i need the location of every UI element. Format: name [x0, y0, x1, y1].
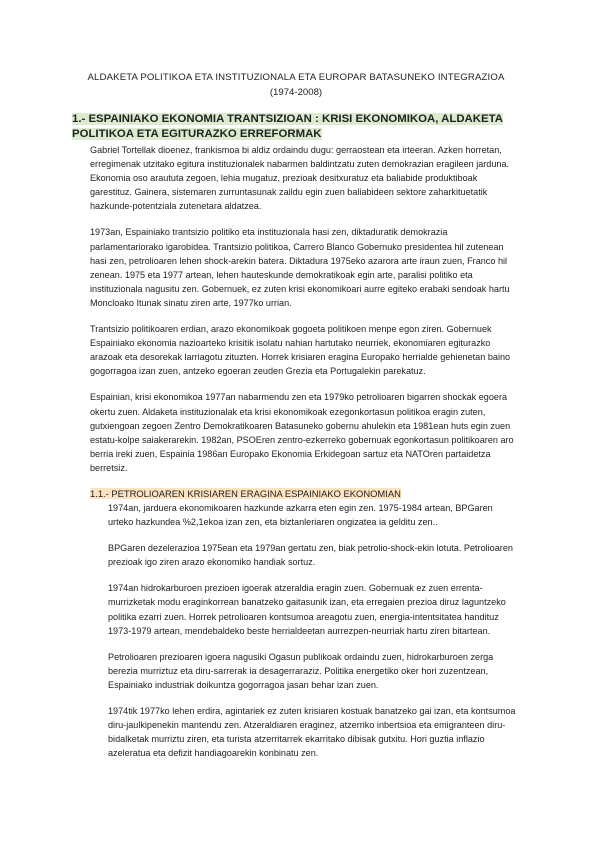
section-1-1-paragraph: BPGaren dezelerazioa 1975ean eta 1979an gertatu zen, biak petrolio-shock-ekin lotuta. Petrolioaren prezioak igo ziren arazo ekonomiko handiak sortuz. — [108, 543, 513, 568]
section-1-paragraph: Trantsizio politikoaren erdian, arazo ekonomikoak gogoeta politikoen menpe egon ziren. Gobernuek Espainiako ekonomia nazioarteko krisitik isolatu nahian hartutako neurriek, ekonomiaren egiturazko arazoak eta desorekak larriagotu zituzten. Horrek krisiaren eragina Europako herrialde gehienetan baino gogorragoa izan zuen, antzeko egoeran zeuden Grezia eta Portugalekin parekatuz. — [90, 324, 511, 377]
section-1-heading-line-1: 1.- ESPAINIAKO EKONOMIA TRANTSIZIOAN : KRISI EKONOMIKOA, ALDAKETA — [72, 113, 503, 125]
section-1-1-paragraph: Petrolioaren prezioaren igoera nagusiki Ogasun publikoak ordaindu zuen, hidrokarburoen zerga berezia murriztuz eta diru-sarrerak ia desagerraraziz. Politika energetiko oker hori zuzentzean, Espainiako industriak doikuntza gogorragoa jasan behar izan zuen. — [108, 651, 494, 690]
section-1-paragraph: 1973an, Espainiako trantsizio politiko eta instituzionala hasi zen, diktaduratik demokrazia parlamentariorako igarobidea. Trantsizio politikoa, Carrero Blanco Gobernuko presidentea hil zutenean hasi zen, petrolioaren lehen shock-arekin batera. Diktadura 1975eko azarora arte iraun zuen, Franco hil zenean. 1975 eta 1977 artean, lehen hauteskunde demokratikoak egin arte, paralisi politiko eta instituzionala nagusitu zen. Gobernuek, ez zuten krisi ekonomikoari aurre egiteko erabaki sendoak hartu Moncloako Itunak sinatu ziren arte, 1977ko urrian. — [90, 227, 510, 308]
section-1-1-paragraph: 1974an, jarduera ekonomikoaren hazkunde azkarra eten egin zen. 1975-1984 artean, BPGaren urteko hazkundea %2,1ekoa izan zen, eta biztanleriaren ongizatea ia gelditu zen.. — [108, 502, 493, 528]
document-subtitle: (1974-2008) — [269, 87, 323, 98]
section-1-paragraph: Gabriel Tortellak dioenez, frankismoa bi aldiz ordaindu dugu: gerraostean eta irteeran. Azken horretan, erregimenak utzitako egitura instituzionalek nabarmen baldintzatu zuten demokrazian eragileen jarduna. Ekonomia oso araututa zegoen, lehia mugatuz, prezioak desitxuratuz eta baliabide produktiboak garestituz. Gainera, sistemaren zurruntasunak zaildu egin zuen baliabideen sektore zaharkituetatik hazkunde-potentziala zutenetara aldatzea. — [90, 145, 510, 212]
section-1-1-paragraph: 1974an hidrokarburoen prezioen igoerak atzeraldia eragin zuen. Gobernuak ez zuen errenta-murrizketak modu eraginkorrean banatzeko gaitasunik izan, eta erregaien prezioa diruz laguntzeko politika ezarri zuen. Horrek petrolioaren kontsumoa areagotu zuen, energia-intentsitatea handituz 1973-1979 artean, mendebaldeko beste herrialdeetan aurrezpen-neurriak hartu ziren bitartean. — [108, 583, 506, 636]
section-1-paragraph: Espainian, krisi ekonomikoa 1977an nabarmendu zen eta 1979ko petrolioaren bigarren shockak egoera okertu zuen. Aldaketa instituzionalak eta krisi ekonomikoak ezegonkortasun politikoa eragin zuten, gutxiengoan zegoen Zentro Demokratikoaren Batasuneko gobernu ahulekin eta 1981ean huts egin zuen estatu-kolpe saiakerarekin. 1982an, PSOEren zentro-ezkerreko gobernuak egonkortasun politikoaren aro berria ireki zuen, Espainia 1986an Europako Ekonomia Erkidegoan sartuz eta NATOren partaidetza berretsiz. — [90, 392, 514, 473]
document-title: ALDAKETA POLITIKOA ETA INSTITUZIONALA ETA EUROPAR BATASUNEKO INTEGRAZIOA — [87, 72, 505, 83]
section-1-1-heading — [90, 487, 520, 501]
section-1-heading — [72, 112, 520, 142]
section-1-1-heading-text: 1.1.- PETROLIOAREN KRISIAREN ERAGINA ESPAINIAKO EKONOMIAN — [90, 487, 401, 499]
section-1-heading-line-2: POLITIKOA ETA EGITURAZKO ERREFORMAK — [72, 128, 322, 140]
section-1-1-paragraph: 1974tik 1977ko lehen erdira, agintariek ez zuten krisiaren kostuak banatzeko gai izan, eta kontsumoa diru-jaulkipenekin mantendu zen. Atzeraldiaren eraginez, atzerriko inbertsioa eta emigranteen diru-bidalketak murriztu ziren, eta turista atzerritarrek ekarritako dibisak gutxitu. Hori guztia inflazio azeleratua eta defizit handiagoarekin konbinatu zen. — [108, 706, 516, 759]
